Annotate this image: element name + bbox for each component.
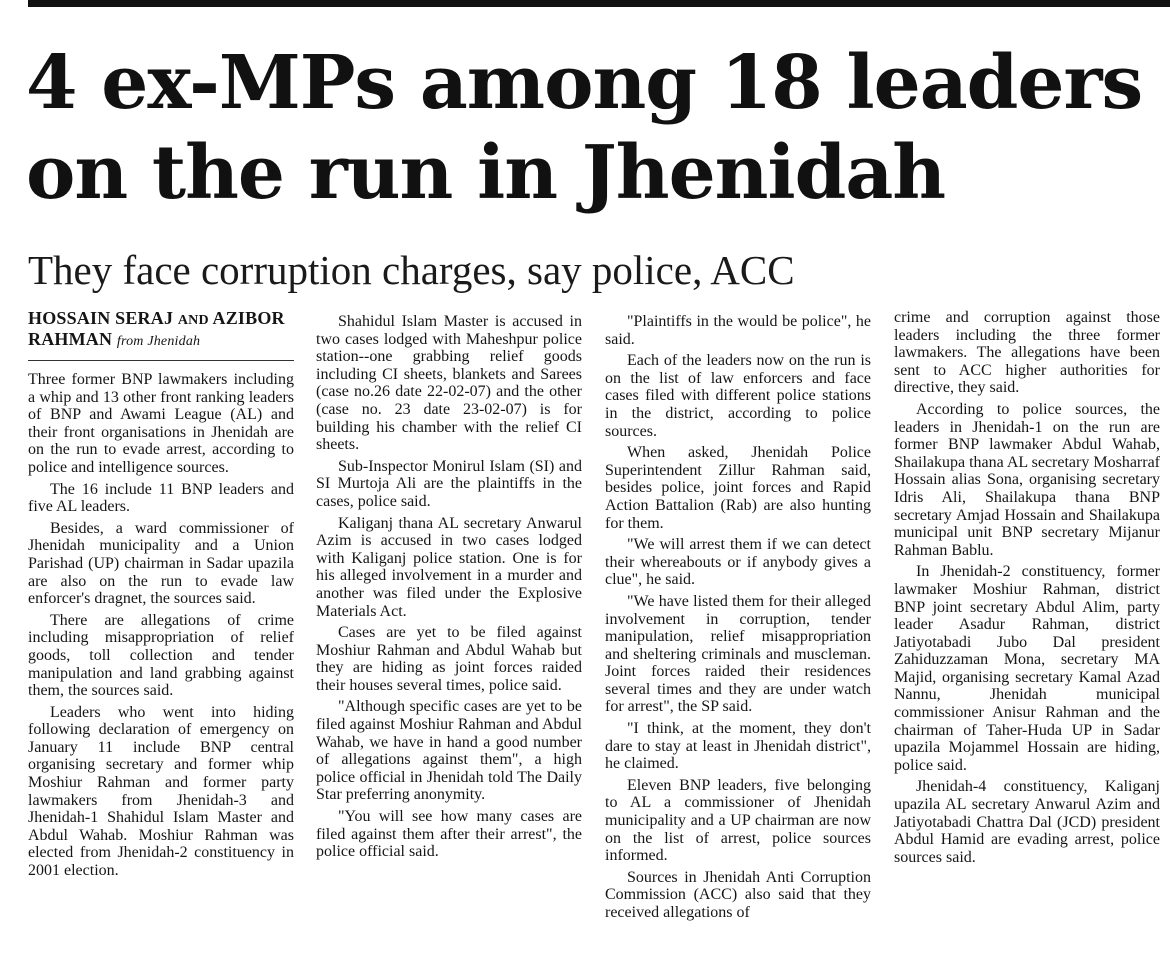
paragraph: "I think, at the moment, they don't dare to stay at least in Jhenidah district", he claimed. (605, 720, 871, 773)
paragraph: Three former BNP lawmakers including a whip and 13 other front ranking leaders of BNP and Awami League (AL) and their front organisations in Jhenidah are on the run to evade arrest, according to police and intelligence sources. (28, 371, 294, 476)
top-rule (28, 0, 1170, 7)
paragraph: Besides, a ward commissioner of Jhenidah municipality and a Union Parishad (UP) chairman in Sadar upazila are also on the run to evade law enforcer's dragnet, the sources said. (28, 519, 294, 608)
byline-author-2-last: RAHMAN (28, 329, 113, 349)
paragraph: "We have listed them for their alleged involvement in corruption, tender manipulation, relief misappropriation and sheltering criminals and muscleman. Joint forces raided their residences several times and they are under watch for arrest", the SP said. (605, 592, 871, 716)
article-column-3 (605, 313, 871, 926)
paragraph: Jhenidah-4 constituency, Kaliganj upazila AL secretary Anwarul Azim and Jatiyotabadi Chattra Dal (JCD) president Abdul Hamid are evading arrest, police sources said. (894, 778, 1160, 866)
paragraph: Kaliganj thana AL secretary Anwarul Azim is accused in two cases lodged with Kaliganj police station. One is for his alleged involvement in a murder and another was filed under the Explosive Materials Act. (316, 514, 582, 620)
paragraph: Shahidul Islam Master is accused in two cases lodged with Maheshpur police station--one grabbing relief goods including CI sheets, blankets and Sarees (case no.26 date 22-02-07) and the other (case no. 23 date 23-02-07) is for building his chamber with the relief CI sheets. (316, 313, 582, 454)
article-column-1 (28, 309, 294, 884)
subheadline: They face corruption charges, say police, ACC (28, 247, 795, 293)
paragraph: Each of the leaders now on the run is on the list of law enforcers and face cases filed with different police stations in the district, according to police sources. (605, 352, 871, 440)
paragraph: In Jhenidah-2 constituency, former lawmaker Moshiur Rahman, district BNP joint secretary Abdul Alim, party leader Asadur Rahman, district Jatiyotabadi Jubo Dal president Zahiduzzaman Mona, secretary MA Majid, organising secretary Kamal Azad Nannu, Jhenidah municipal commissioner Anisur Rahman and the chairman of Taher-Huda UP in Sadar upazila Mojammel Hossain are hiding, police said. (894, 563, 1160, 774)
paragraph: Cases are yet to be filed against Moshiur Rahman and Abdul Wahab but they are hiding as joint forces raided their houses several times, police said. (316, 624, 582, 694)
paragraph: crime and corruption against those leaders including the three former lawmakers. The allegations have been sent to ACC higher authorities for directive, they said. (894, 309, 1160, 397)
paragraph: There are allegations of crime including misappropriation of relief goods, toll collection and tender manipulation and land grabbing against them, the sources said. (28, 611, 294, 700)
headline-line-1: 4 ex-MPs among 18 leaders (26, 40, 1143, 126)
byline (28, 309, 294, 351)
byline-author-1: HOSSAIN SERAJ (28, 308, 174, 328)
article-column-4 (894, 309, 1160, 870)
article-column-2 (316, 313, 582, 865)
headline (26, 38, 1166, 218)
paragraph: Sources in Jhenidah Anti Corruption Commission (ACC) also said that they received allegations of (605, 868, 871, 921)
paragraph: When asked, Jhenidah Police Superintendent Zillur Rahman said, besides police, joint forces and Rapid Action Battalion (Rab) are also hunting for them. (605, 444, 871, 532)
paragraph: Eleven BNP leaders, five belonging to AL a commissioner of Jhenidah municipality and a UP chairman are now on the list of arrest, police sources informed. (605, 776, 871, 865)
paragraph: The 16 include 11 BNP leaders and five AL leaders. (28, 480, 294, 516)
byline-author-2-first: AZIBOR (212, 308, 285, 328)
byline-dateline: from Jhenidah (116, 334, 201, 349)
paragraph: Leaders who went into hiding following declaration of emergency on January 11 include BNP central organising secretary and former whip Moshiur Rahman and former party lawmakers from Jhenidah-3 and Jhenidah-1 Shahidul Islam Master and Abdul Wahab. Moshiur Rahman was elected from Jhenidah-2 constituency in 2001 election. (28, 703, 294, 880)
paragraph: Sub-Inspector Monirul Islam (SI) and SI Murtoja Ali are the plaintiffs in the cases, police said. (316, 457, 582, 510)
headline-line-2: on the run in Jhenidah (26, 130, 946, 216)
paragraph: According to police sources, the leaders in Jhenidah-1 on the run are former BNP lawmaker Abdul Wahab, Shailakupa thana AL secretary Mosharraf Hossain alias Sona, organising secretary Idris Ali, Shailakupa thana BNP secretary Amjad Hossain and Shailakupa municipal unit BNP secretary Mijanur Rahman Bablu. (894, 400, 1160, 559)
paragraph: "Although specific cases are yet to be filed against Moshiur Rahman and Abdul Wahab, we have in hand a good number of allegations against them", a high police official in Jhenidah told The Daily Star preferring anonymity. (316, 698, 582, 804)
byline-divider (28, 360, 294, 361)
paragraph: "We will arrest them if we can detect their whereabouts or if anybody gives a clue", he said. (605, 536, 871, 589)
paragraph: "Plaintiffs in the would be police", he said. (605, 313, 871, 348)
paragraph: "You will see how many cases are filed against them after their arrest", the police official said. (316, 808, 582, 861)
byline-and: AND (177, 313, 209, 328)
